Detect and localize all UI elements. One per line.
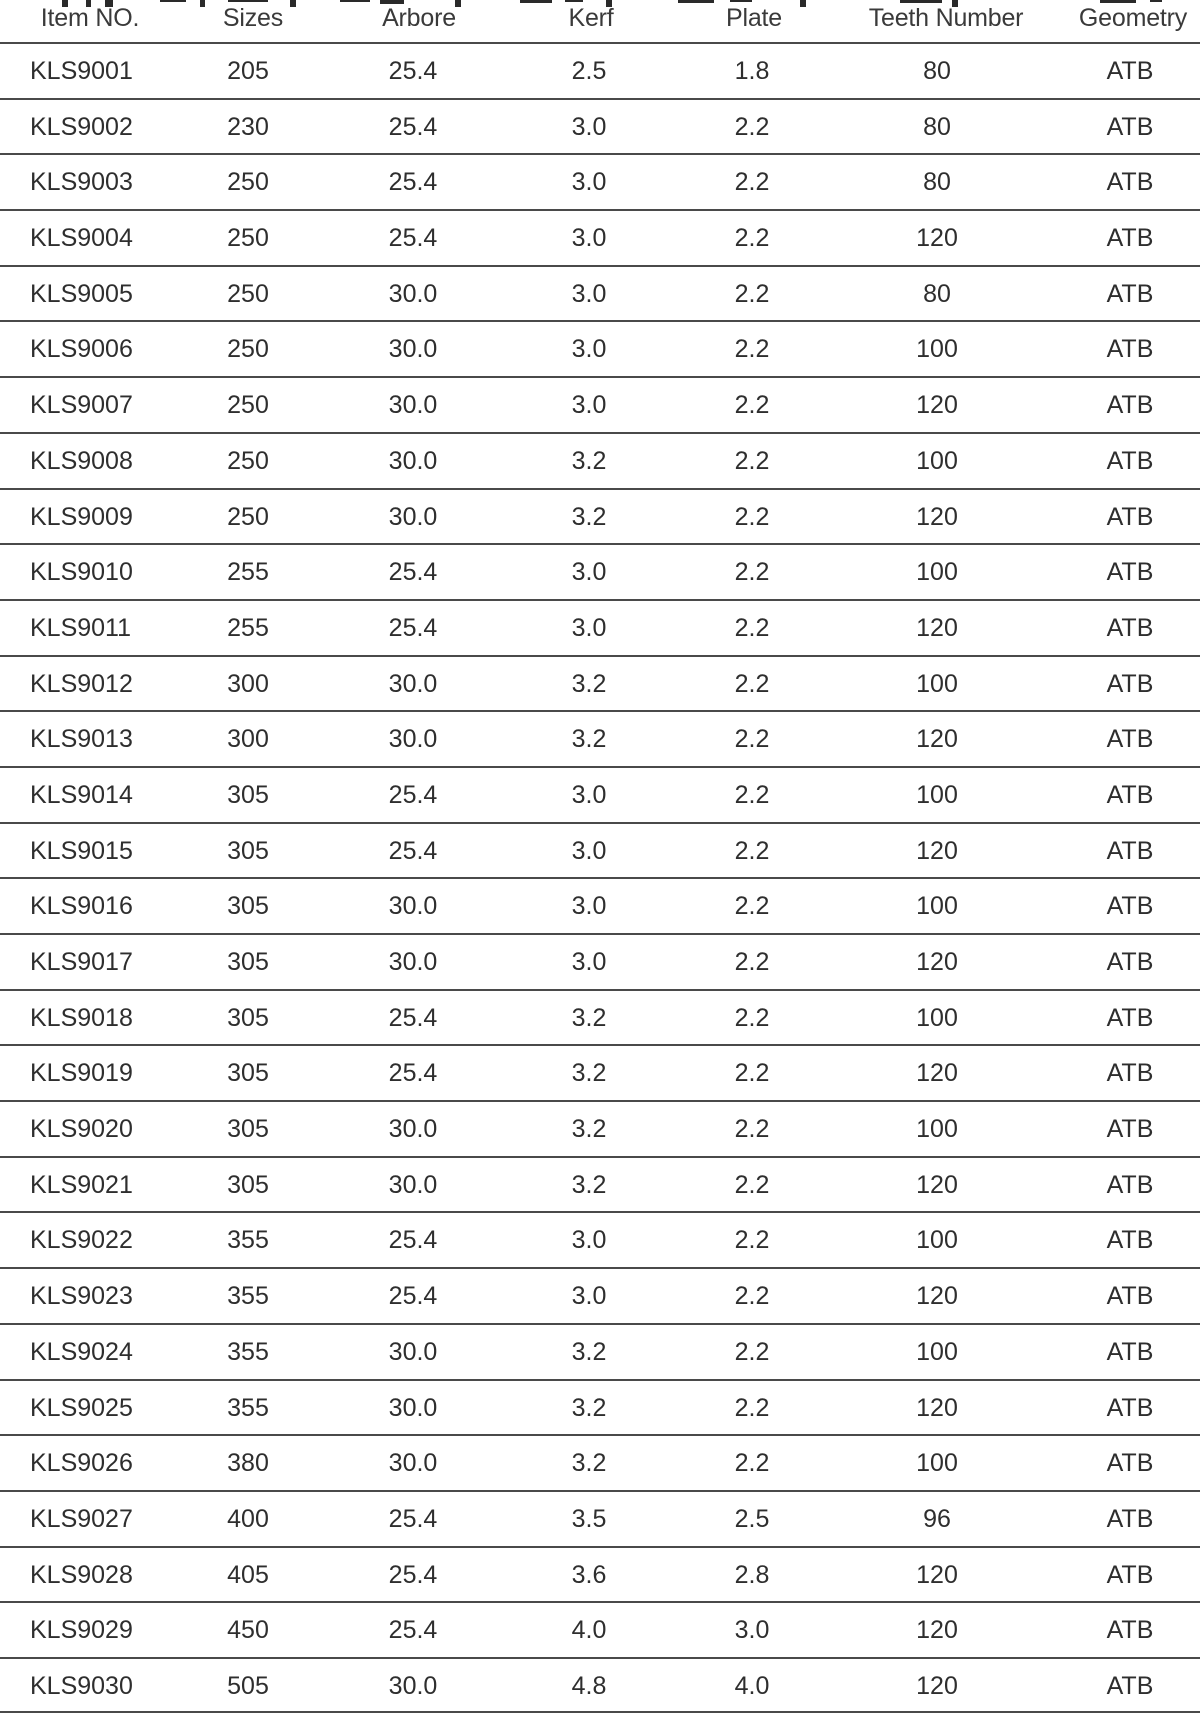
cell-teeth-number: 100 (916, 1003, 958, 1032)
cell-kerf: 3.0 (571, 558, 607, 587)
table-row (0, 265, 1200, 321)
cell-arbore: 30.0 (388, 1337, 438, 1366)
cell-sizes: 300 (227, 725, 269, 754)
cell-item-no: KLS9027 (30, 1504, 133, 1533)
cell-sizes: 355 (227, 1282, 269, 1311)
cell-sizes: 250 (227, 502, 269, 531)
cell-item-no: KLS9021 (30, 1170, 133, 1199)
cell-kerf: 3.2 (571, 669, 607, 698)
cell-kerf: 3.2 (571, 725, 607, 754)
cell-item-no: KLS9008 (30, 446, 133, 475)
cell-plate: 2.2 (734, 502, 770, 531)
cell-arbore: 25.4 (388, 1616, 438, 1645)
cell-kerf: 3.0 (571, 391, 607, 420)
cell-teeth-number: 100 (916, 558, 958, 587)
cell-arbore: 30.0 (388, 1115, 438, 1144)
table-row (0, 1267, 1200, 1323)
cell-kerf: 3.2 (571, 1003, 607, 1032)
cell-geometry: ATB (1106, 1115, 1154, 1144)
cell-kerf: 4.8 (571, 1671, 607, 1700)
table-row (0, 1156, 1200, 1212)
cell-teeth-number: 96 (923, 1504, 951, 1533)
cell-item-no: KLS9028 (30, 1560, 133, 1589)
table-row (0, 98, 1200, 154)
cell-arbore: 25.4 (388, 1226, 438, 1255)
header-geometry: Geometry (1078, 4, 1188, 32)
cell-sizes: 400 (227, 1504, 269, 1533)
cell-teeth-number: 80 (923, 279, 951, 308)
cell-plate: 2.2 (734, 279, 770, 308)
cell-plate: 2.2 (734, 836, 770, 865)
cell-teeth-number: 100 (916, 335, 958, 364)
cell-sizes: 355 (227, 1337, 269, 1366)
cell-arbore: 25.4 (388, 1059, 438, 1088)
cell-kerf: 3.0 (571, 224, 607, 253)
cell-geometry: ATB (1106, 1671, 1154, 1700)
table-row (0, 153, 1200, 209)
cell-plate: 2.2 (734, 1282, 770, 1311)
cell-sizes: 355 (227, 1393, 269, 1422)
table-row (0, 933, 1200, 989)
cell-sizes: 300 (227, 669, 269, 698)
cell-geometry: ATB (1106, 279, 1154, 308)
table-body (0, 42, 1200, 1713)
cell-teeth-number: 100 (916, 1226, 958, 1255)
cell-geometry: ATB (1106, 669, 1154, 698)
table-row (0, 989, 1200, 1045)
cell-sizes: 305 (227, 1003, 269, 1032)
table-row (0, 209, 1200, 265)
cell-item-no: KLS9012 (30, 669, 133, 698)
table-row (0, 320, 1200, 376)
cell-teeth-number: 120 (916, 613, 958, 642)
table-row (0, 488, 1200, 544)
cell-sizes: 230 (227, 112, 269, 141)
cell-geometry: ATB (1106, 948, 1154, 976)
cell-sizes: 405 (227, 1560, 269, 1589)
cell-geometry: ATB (1106, 836, 1154, 865)
cell-item-no: KLS9030 (30, 1671, 133, 1700)
header-arbore: Arbore (382, 4, 456, 32)
cell-kerf: 2.5 (571, 57, 607, 85)
cell-teeth-number: 120 (916, 1616, 958, 1645)
header-plate: Plate (726, 4, 782, 32)
cell-arbore: 30.0 (388, 446, 438, 475)
cell-geometry: ATB (1106, 1504, 1154, 1533)
cell-geometry: ATB (1106, 1449, 1154, 1478)
cell-arbore: 30.0 (388, 1170, 438, 1199)
table-row (0, 42, 1200, 98)
cell-sizes: 305 (227, 948, 269, 976)
cell-arbore: 30.0 (388, 279, 438, 308)
cell-geometry: ATB (1106, 1226, 1154, 1255)
header-sizes: Sizes (222, 4, 284, 32)
cell-teeth-number: 120 (916, 1560, 958, 1589)
cell-geometry: ATB (1106, 1003, 1154, 1032)
table-row (0, 1379, 1200, 1435)
cell-sizes: 505 (227, 1671, 269, 1700)
cell-sizes: 250 (227, 446, 269, 475)
cell-teeth-number: 120 (916, 502, 958, 531)
cell-plate: 4.0 (734, 1671, 770, 1700)
table-row (0, 822, 1200, 878)
cell-kerf: 3.0 (571, 112, 607, 141)
cell-geometry: ATB (1106, 1393, 1154, 1422)
cell-plate: 2.2 (734, 1393, 770, 1422)
cell-teeth-number: 100 (916, 1337, 958, 1366)
cell-plate: 2.2 (734, 1059, 770, 1088)
cell-geometry: ATB (1106, 892, 1154, 921)
cell-geometry: ATB (1106, 780, 1154, 809)
table-row (0, 1211, 1200, 1267)
cell-item-no: KLS9005 (30, 279, 133, 308)
cell-arbore: 30.0 (388, 669, 438, 698)
cell-plate: 2.2 (734, 1003, 770, 1032)
cell-sizes: 250 (227, 224, 269, 253)
cell-kerf: 3.2 (571, 1337, 607, 1366)
cell-teeth-number: 100 (916, 669, 958, 698)
cell-arbore: 25.4 (388, 1003, 438, 1032)
cell-item-no: KLS9019 (30, 1059, 133, 1088)
cell-arbore: 25.4 (388, 224, 438, 253)
cell-plate: 2.2 (734, 335, 770, 364)
cell-arbore: 30.0 (388, 1449, 438, 1478)
cell-sizes: 355 (227, 1226, 269, 1255)
cell-item-no: KLS9020 (30, 1115, 133, 1144)
cell-item-no: KLS9025 (30, 1393, 133, 1422)
table-row (0, 1434, 1200, 1490)
cell-arbore: 25.4 (388, 1282, 438, 1311)
cell-geometry: ATB (1106, 1616, 1154, 1645)
cell-teeth-number: 120 (916, 224, 958, 253)
cell-geometry: ATB (1106, 446, 1154, 475)
cell-plate: 2.2 (734, 948, 770, 976)
table-row (0, 1323, 1200, 1379)
cell-sizes: 305 (227, 892, 269, 921)
cell-geometry: ATB (1106, 112, 1154, 141)
cell-arbore: 30.0 (388, 502, 438, 531)
cell-kerf: 3.0 (571, 1226, 607, 1255)
cell-item-no: KLS9001 (30, 57, 133, 85)
cell-arbore: 30.0 (388, 335, 438, 364)
cell-item-no: KLS9024 (30, 1337, 133, 1366)
cell-item-no: KLS9006 (30, 335, 133, 364)
table-header (0, 0, 1200, 42)
cell-geometry: ATB (1106, 725, 1154, 754)
header-kerf: Kerf (568, 4, 614, 32)
cell-teeth-number: 120 (916, 1059, 958, 1088)
cell-teeth-number: 100 (916, 780, 958, 809)
cell-item-no: KLS9013 (30, 725, 133, 754)
cell-sizes: 250 (227, 391, 269, 420)
cell-kerf: 3.0 (571, 948, 607, 976)
cell-plate: 2.2 (734, 391, 770, 420)
table-row (0, 376, 1200, 432)
cell-geometry: ATB (1106, 502, 1154, 531)
cell-plate: 2.2 (734, 669, 770, 698)
cell-kerf: 3.2 (571, 1449, 607, 1478)
cell-kerf: 3.2 (571, 502, 607, 531)
cell-item-no: KLS9022 (30, 1226, 133, 1255)
cell-item-no: KLS9016 (30, 892, 133, 921)
cell-teeth-number: 100 (916, 1115, 958, 1144)
table-row (0, 655, 1200, 711)
cell-kerf: 3.2 (571, 1393, 607, 1422)
cell-geometry: ATB (1106, 558, 1154, 587)
cell-sizes: 450 (227, 1616, 269, 1645)
cell-geometry: ATB (1106, 57, 1154, 85)
cell-arbore: 25.4 (388, 836, 438, 865)
cell-teeth-number: 80 (923, 112, 951, 141)
table-row (0, 1044, 1200, 1100)
cell-item-no: KLS9010 (30, 558, 133, 587)
cell-sizes: 305 (227, 1115, 269, 1144)
cell-plate: 2.2 (734, 1226, 770, 1255)
cell-plate: 2.2 (734, 112, 770, 141)
cell-plate: 2.2 (734, 1115, 770, 1144)
cell-teeth-number: 100 (916, 1449, 958, 1478)
cell-teeth-number: 120 (916, 1393, 958, 1422)
cell-arbore: 30.0 (388, 391, 438, 420)
cell-item-no: KLS9017 (30, 948, 133, 976)
cell-item-no: KLS9007 (30, 391, 133, 420)
cell-kerf: 3.6 (571, 1560, 607, 1589)
table-row (0, 432, 1200, 488)
cell-plate: 2.2 (734, 613, 770, 642)
cell-item-no: KLS9011 (30, 613, 132, 642)
cell-item-no: KLS9004 (30, 224, 133, 253)
cell-geometry: ATB (1106, 1059, 1154, 1088)
cell-item-no: KLS9015 (30, 836, 133, 865)
table-row (0, 1546, 1200, 1602)
cell-plate: 2.2 (734, 1170, 770, 1199)
cell-geometry: ATB (1106, 1560, 1154, 1589)
cell-plate: 2.2 (734, 224, 770, 253)
cell-arbore: 30.0 (388, 948, 438, 976)
cell-kerf: 3.0 (571, 892, 607, 921)
cell-geometry: ATB (1106, 168, 1154, 197)
cell-item-no: KLS9009 (30, 502, 133, 531)
cell-kerf: 3.0 (571, 836, 607, 865)
cell-geometry: ATB (1106, 335, 1154, 364)
header-item-no: Item NO. (40, 4, 140, 32)
cell-plate: 2.2 (734, 1449, 770, 1478)
cell-teeth-number: 80 (923, 57, 951, 85)
cell-geometry: ATB (1106, 613, 1154, 642)
cell-sizes: 250 (227, 168, 269, 197)
header-teeth-number: Teeth Number (868, 4, 1024, 32)
cell-kerf: 3.0 (571, 279, 607, 308)
cell-kerf: 3.2 (571, 1115, 607, 1144)
cell-sizes: 380 (227, 1449, 269, 1478)
cell-kerf: 3.5 (571, 1504, 607, 1533)
table-row (0, 1490, 1200, 1546)
cell-plate: 2.8 (734, 1560, 770, 1589)
cell-sizes: 305 (227, 1170, 269, 1199)
cell-arbore: 25.4 (388, 1560, 438, 1589)
cell-plate: 2.2 (734, 558, 770, 587)
cell-teeth-number: 120 (916, 725, 958, 754)
cell-teeth-number: 100 (916, 892, 958, 921)
cell-geometry: ATB (1106, 391, 1154, 420)
cell-geometry: ATB (1106, 1337, 1154, 1366)
cell-sizes: 255 (227, 613, 269, 642)
cell-teeth-number: 100 (916, 446, 958, 475)
cell-arbore: 25.4 (388, 168, 438, 197)
cell-plate: 2.5 (734, 1504, 770, 1533)
cell-kerf: 3.2 (571, 1170, 607, 1199)
cell-arbore: 30.0 (388, 1393, 438, 1422)
cell-arbore: 30.0 (388, 892, 438, 921)
table-row (0, 543, 1200, 599)
cell-item-no: KLS9023 (30, 1282, 133, 1311)
cell-kerf: 3.0 (571, 335, 607, 364)
cell-teeth-number: 120 (916, 1282, 958, 1311)
cell-plate: 1.8 (734, 57, 770, 85)
table-row (0, 710, 1200, 766)
cell-sizes: 250 (227, 335, 269, 364)
table-row (0, 1657, 1200, 1713)
cell-teeth-number: 120 (916, 836, 958, 865)
cell-arbore: 25.4 (388, 613, 438, 642)
cell-geometry: ATB (1106, 224, 1154, 253)
cell-arbore: 25.4 (388, 112, 438, 141)
cell-sizes: 250 (227, 279, 269, 308)
cell-teeth-number: 80 (923, 168, 951, 197)
cell-arbore: 25.4 (388, 558, 438, 587)
cell-sizes: 305 (227, 836, 269, 865)
cell-teeth-number: 120 (916, 948, 958, 976)
cell-kerf: 3.0 (571, 780, 607, 809)
cell-kerf: 3.0 (571, 613, 607, 642)
cell-plate: 2.2 (734, 892, 770, 921)
cell-plate: 2.2 (734, 780, 770, 809)
cell-arbore: 30.0 (388, 1671, 438, 1700)
cell-kerf: 3.2 (571, 446, 607, 475)
cell-plate: 3.0 (734, 1616, 770, 1645)
cell-arbore: 30.0 (388, 725, 438, 754)
table-row (0, 766, 1200, 822)
table-row (0, 1100, 1200, 1156)
cell-item-no: KLS9018 (30, 1003, 133, 1032)
cell-plate: 2.2 (734, 725, 770, 754)
cell-item-no: KLS9014 (30, 780, 133, 809)
cell-arbore: 25.4 (388, 780, 438, 809)
cell-sizes: 305 (227, 780, 269, 809)
cell-plate: 2.2 (734, 168, 770, 197)
cell-sizes: 255 (227, 558, 269, 587)
cell-teeth-number: 120 (916, 1170, 958, 1199)
cell-teeth-number: 120 (916, 1671, 958, 1700)
cell-item-no: KLS9029 (30, 1616, 133, 1645)
cell-plate: 2.2 (734, 1337, 770, 1366)
table-row (0, 1601, 1200, 1657)
cell-item-no: KLS9003 (30, 168, 133, 197)
cell-sizes: 205 (227, 57, 269, 85)
cell-item-no: KLS9002 (30, 112, 133, 141)
cell-geometry: ATB (1106, 1170, 1154, 1199)
cell-teeth-number: 120 (916, 391, 958, 420)
cell-sizes: 305 (227, 1059, 269, 1088)
cell-kerf: 3.2 (571, 1059, 607, 1088)
table-row (0, 877, 1200, 933)
cell-kerf: 4.0 (571, 1616, 607, 1645)
cell-arbore: 25.4 (388, 1504, 438, 1533)
cell-kerf: 3.0 (571, 168, 607, 197)
cell-item-no: KLS9026 (30, 1449, 133, 1478)
table-row (0, 599, 1200, 655)
cell-geometry: ATB (1106, 1282, 1154, 1311)
cell-plate: 2.2 (734, 446, 770, 475)
cell-arbore: 25.4 (388, 57, 438, 85)
cell-kerf: 3.0 (571, 1282, 607, 1311)
